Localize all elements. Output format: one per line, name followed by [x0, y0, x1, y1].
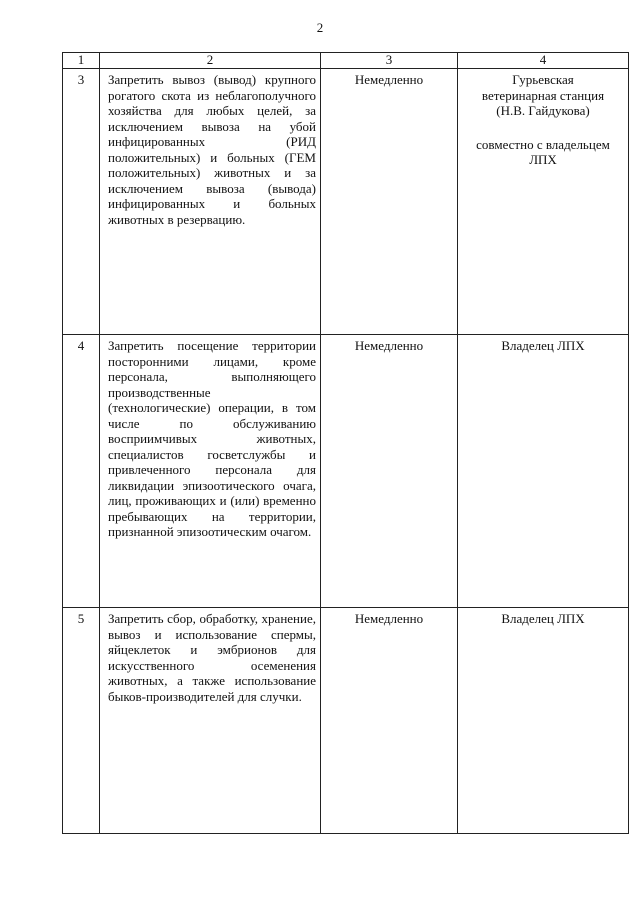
measure-text: Запретить вывоз (вывод) крупного рогатого скота из неблагополучного хозяйства для любых целей, за исключением вывоза на убой инфицированных (РИД положительных) и больных (ГЕМ положительных) животных и за исключением вывоза (вывода) инфицированных и больных животных в резервацию.	[108, 72, 316, 227]
deadline-cell: Немедленно	[321, 69, 458, 335]
deadline-cell: Немедленно	[321, 608, 458, 834]
table-header-row	[63, 53, 629, 69]
table-row	[63, 335, 629, 608]
page-number: 2	[316, 20, 324, 35]
measure-cell	[100, 335, 321, 608]
table-row	[63, 608, 629, 834]
deadline-cell: Немедленно	[321, 335, 458, 608]
row-number: 3	[63, 69, 100, 335]
responsible-cell: Владелец ЛПХ	[458, 608, 629, 834]
measure-text: Запретить посещение территории посторонними лицами, кроме персонала, выполняющего производственные (технологические) операции, в том числе по обслуживанию восприимчивых животных, специалистов госветслужбы и привлеченного персонала для ликвидации эпизоотического очага, лиц, проживающих и (или) временно пребывающих на территории, признанной эпизоотическим очагом.	[108, 338, 316, 539]
responsible-cell: Владелец ЛПХ	[458, 335, 629, 608]
table-row	[63, 69, 629, 335]
responsible-extra-text: совместно с владельцем ЛПХ	[476, 136, 610, 167]
measure-cell	[100, 608, 321, 834]
measures-table	[62, 52, 629, 834]
column-header: 3	[321, 53, 458, 69]
column-header: 2	[100, 53, 321, 69]
responsible-text: Гурьевская ветеринарная станция (Н.В. Гайдукова)	[481, 72, 605, 118]
row-number: 5	[63, 608, 100, 834]
spacer	[458, 119, 628, 137]
responsible-cell	[458, 69, 629, 335]
column-header: 1	[63, 53, 100, 69]
measure-cell	[100, 69, 321, 335]
row-number: 4	[63, 335, 100, 608]
measure-text: Запретить сбор, обработку, хранение, вывоз и использование спермы, яйцеклеток и эмбрионов для искусственного осеменения животных, а также использование быков-производителей для случки.	[108, 611, 316, 704]
column-header: 4	[458, 53, 629, 69]
